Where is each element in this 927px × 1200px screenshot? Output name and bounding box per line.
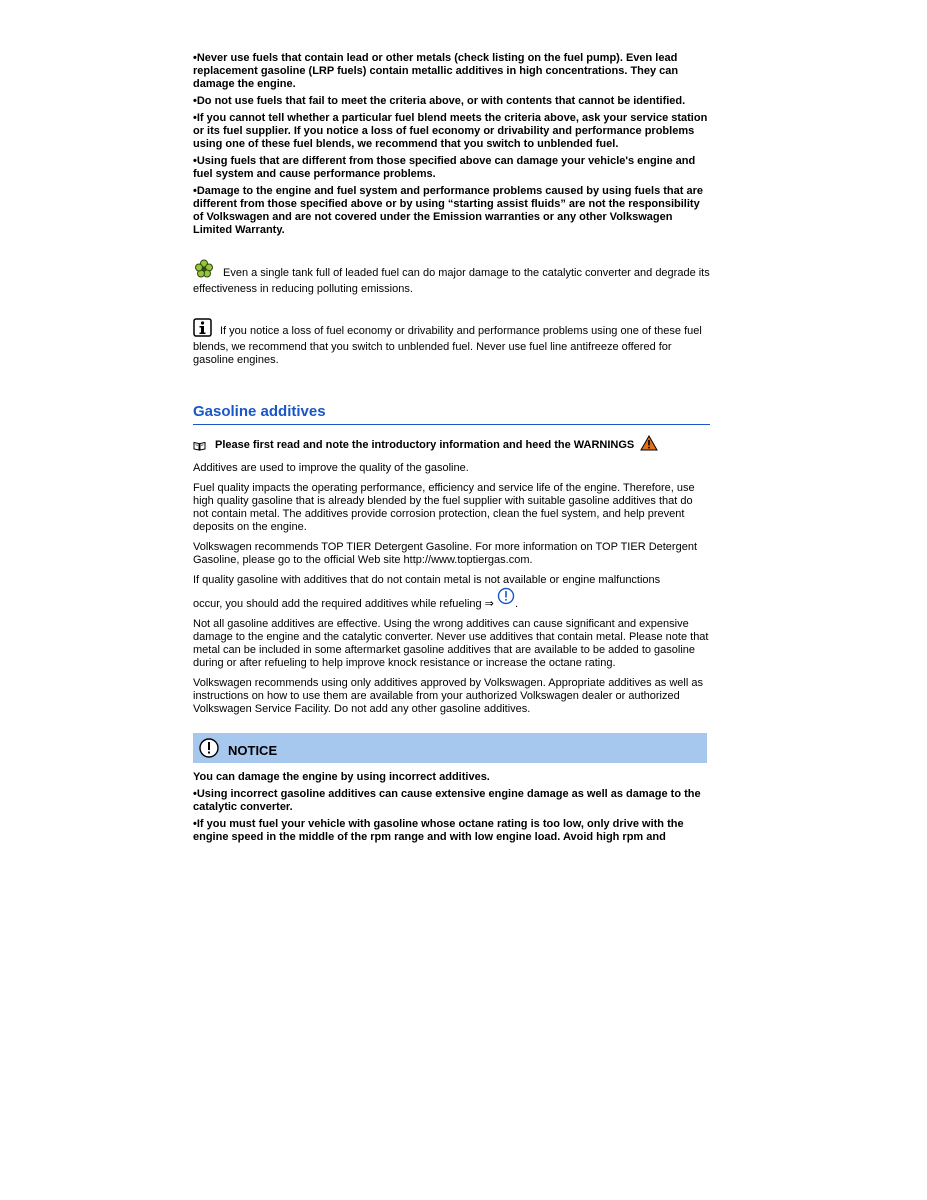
paragraph: Additives are used to improve the quality of the gasoline. <box>193 462 469 474</box>
notice-exclamation-icon <box>198 737 220 763</box>
info-icon <box>193 318 212 341</box>
paragraph: Fuel quality impacts the operating performance, efficiency and service life of the engine. Therefore, use high quality gasoline that is already blended by the fuel supplier with suitable gasoline additives that do not contain metal. The additives provide corrosion protection, clean the fuel system, and help prevent deposits on the engine. <box>193 482 695 533</box>
open-book-icon <box>193 441 206 455</box>
bullet-item: •Never use fuels that contain lead or other metals (check listing on the fuel pump). Even lead replacement gasoline (LRP fuels) contain metallic additives in high concentrations. They can damage the engine. <box>193 52 679 90</box>
paragraph: Not all gasoline additives are effective. Using the wrong additives can cause significant and expensive damage to the engine and the catalytic converter. Never use additives that contain metal. Please note that metal can be included in some aftermarket gasoline additives that are available to be added to gasoline during or after refueling to help improve knock resistance or increase the octane rating. <box>193 618 709 669</box>
refuel-paragraph: If quality gasoline with additives that do not contain metal is not available or engine malfunctions occur, you should add the required additives while refueling ⇒ . <box>193 574 661 610</box>
fuel-warning-bullets <box>193 52 710 237</box>
notice-banner <box>193 733 707 763</box>
notice-bullet: •Using incorrect gasoline additives can cause extensive engine damage as well as damage to the catalytic converter. <box>193 788 701 813</box>
notice-lead: You can damage the engine by using incorrect additives. <box>193 771 490 783</box>
info-note: If you notice a loss of fuel economy or drivability and performance problems using one of these fuel blends, we recommend that you switch to unblended fuel. Never use fuel line antifreeze offered for gasoline engines. <box>193 318 710 367</box>
notice-label: NOTICE <box>228 743 278 758</box>
bullet-item: •Using fuels that are different from those specified above can damage your vehicle's engine and fuel system and cause performance problems. <box>193 155 696 180</box>
paragraph: Volkswagen recommends TOP TIER Detergent Gasoline. For more information on TOP TIER Detergent Gasoline, please go to the official Web site http://www.toptiergas.com. <box>193 541 698 566</box>
warning-triangle-icon <box>640 435 658 455</box>
section-heading: Gasoline additives <box>193 403 710 425</box>
bullet-item: •Damage to the engine and fuel system and performance problems caused by using fuels that are different from those specified above or by using “starting assist fluids” are not the responsibility of Volkswagen and are not covered under the Emission warranties or any other Volkswagen Limited Warranty. <box>193 185 703 236</box>
bullet-item: •Do not use fuels that fail to meet the criteria above, or with contents that cannot be identified. <box>193 95 686 107</box>
paragraph: Volkswagen recommends using only additives approved by Volkswagen. Appropriate additives as well as instructions on how to use them are available from your authorized Volkswagen dealer or authorized Volkswagen Service Facility. Do not add any other gasoline additives. <box>193 677 703 715</box>
environment-note: Even a single tank full of leaded fuel can do major damage to the catalytic converter and degrade its effectiveness in reducing polluting emissions. <box>193 259 710 296</box>
notice-bullet: •If you must fuel your vehicle with gasoline whose octane rating is too low, only drive with the engine speed in the middle of the rpm range and with low engine load. Avoid high rpm and <box>193 818 684 843</box>
flower-environment-icon <box>193 259 215 283</box>
bullet-item: •If you cannot tell whether a particular fuel blend meets the criteria above, ask your service station or its fuel supplier. If you notice a loss of fuel economy or drivability and performance problems using one of these fuel blends, we recommend that you switch to unblended fuel. <box>193 112 708 150</box>
notice-reference-icon[interactable] <box>497 587 515 609</box>
intro-line: Please first read and note the introductory information and heed the WARNINGS <box>193 435 710 455</box>
document-page <box>193 52 710 848</box>
